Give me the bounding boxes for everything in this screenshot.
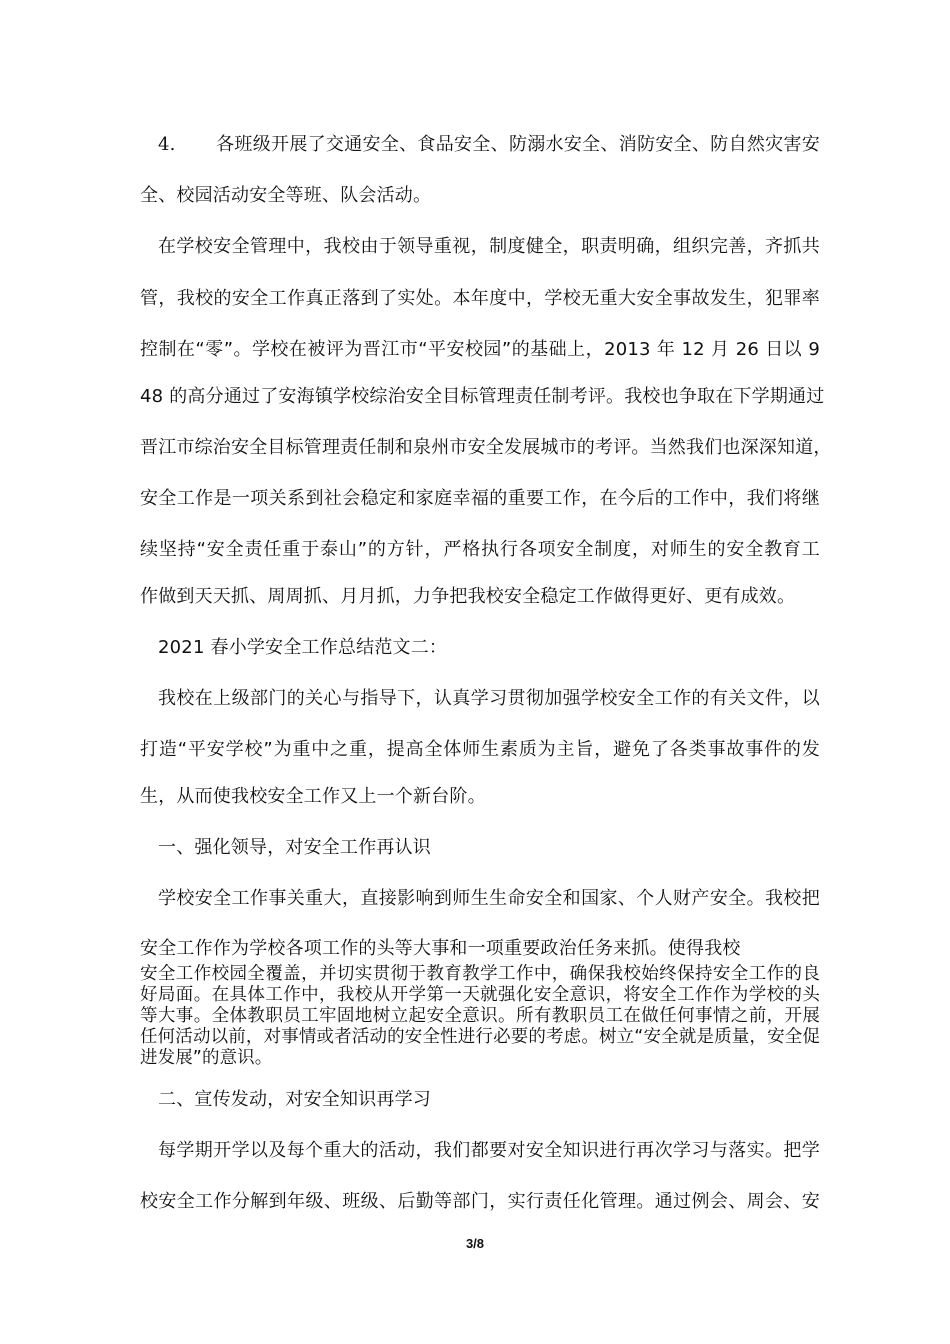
- section-heading: 二、宣传发动，对安全知识再学习: [158, 1089, 431, 1110]
- paragraph-line: 48 的高分通过了安海镇学校综治安全目标管理责任制考评。我校也争取在下学期通过: [140, 386, 825, 407]
- paragraph-line: 晋江市综治安全目标管理责任制和泉州市安全发展城市的考评。当然我们也深深知道，: [140, 437, 832, 458]
- section-subtitle: 2021 春小学安全工作总结范文二：: [158, 637, 448, 658]
- paragraph-line: 每学期开学以及每个重大的活动，我们都要对安全知识进行再次学习与落实。把学: [158, 1140, 820, 1161]
- list-item-4-line-1: [158, 133, 820, 157]
- paragraph-line: 生，从而使我校安全工作又上一个新台阶。: [140, 786, 486, 807]
- section-heading: 一、强化领导，对安全工作再认识: [158, 837, 431, 858]
- paragraph-line: 学校安全工作事关重大，直接影响到师生生命安全和国家、个人财产安全。我校把: [158, 888, 820, 909]
- paragraph-line: 打造“平安学校”为重中之重，提高全体师生素质为主旨，避免了各类事故事件的发: [140, 739, 820, 760]
- paragraph-line: 校安全工作分解到年级、班级、后勤等部门，实行责任化管理。通过例会、周会、安: [140, 1191, 820, 1212]
- list-item-number: 4.: [158, 134, 176, 155]
- paragraph-line: 控制在“零”。学校在被评为晋江市“平安校园”的基础上，2013 年 12 月 26 日以 9: [140, 339, 820, 360]
- paragraph-line: 我校在上级部门的关心与指导下，认真学习贯彻加强学校安全工作的有关文件，以: [158, 688, 820, 709]
- paragraph-line: 在学校安全管理中，我校由于领导重视，制度健全，职责明确，组织完善，齐抓共: [158, 236, 820, 257]
- paragraph-line: 安全工作作为学校各项工作的头等大事和一项重要政治任务来抓。使得我校: [140, 938, 741, 959]
- paragraph-block: 安全工作校园全覆盖，并切实贯彻于教育教学工作中，确保我校始终保持安全工作的良好局面。在具体工作中，我校从开学第一天就强化安全意识，将安全工作作为学校的头等大事。全体教职员工牢固地树立起安全意识。所有教职员工在做任何事情之前，开展任何活动以前，对事情或者活动的安全性进行必要的考虑。树立“安全就是质量，安全促进发展”的意识。: [140, 964, 820, 1068]
- list-item-4-line-2: 全、校园活动安全等班、队会活动。: [140, 185, 432, 206]
- paragraph-line: 安全工作是一项关系到社会稳定和家庭幸福的重要工作，在今后的工作中，我们将继: [140, 488, 820, 509]
- paragraph-line: 续坚持“安全责任重于泰山”的方针，严格执行各项安全制度，对师生的安全教育工: [140, 539, 820, 560]
- list-item-text: 各班级开展了交通安全、食品安全、防溺水安全、消防安全、防自然灾害安: [216, 134, 820, 155]
- paragraph-line: 作做到天天抓、周周抓、月月抓，力争把我校安全稳定工作做得更好、更有成效。: [140, 586, 796, 607]
- paragraph-line: 管，我校的安全工作真正落到了实处。本年度中，学校无重大安全事故发生，犯罪率: [140, 288, 820, 309]
- page-number: 3/8: [465, 1236, 485, 1251]
